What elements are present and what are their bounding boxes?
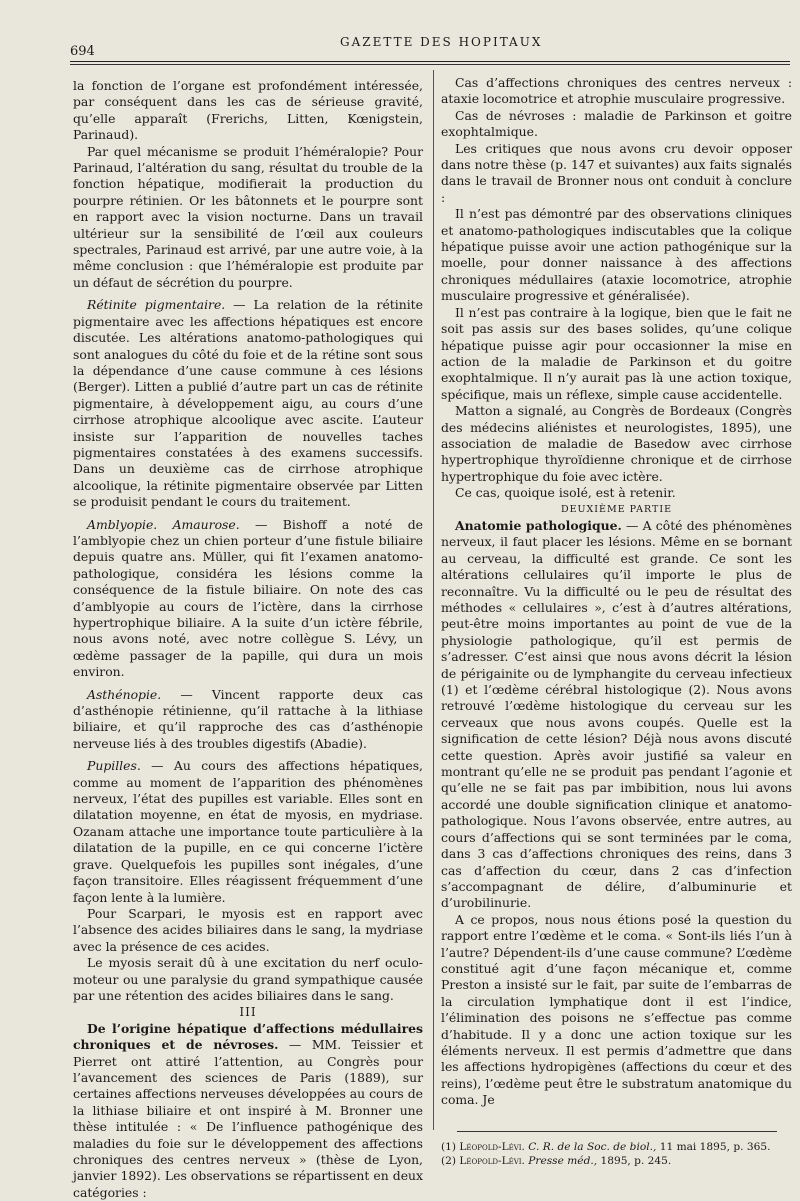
paragraph [73, 517, 423, 681]
right-column [441, 75, 792, 1168]
header-rule [70, 61, 790, 62]
left-column [73, 78, 423, 1201]
paragraph [73, 758, 423, 906]
paragraph-heading: Amblyopie. Amaurose. [87, 516, 240, 532]
section-number: III [239, 1005, 257, 1020]
paragraph: Ce cas, quoique isolé, est à retenir. [455, 485, 676, 501]
paragraph-text: — Bishoff a noté de l’amblyopie chez un chien porteur d’une fistule biliaire depuis quatre ans. Müller, qui fit l’examen anatomo-pathologique, considéra les lésions comme la conséquence de la fistule biliaire. On note des cas d’amblyopie au cours de l’ictère, dans la cirrhose hypertrophique biliaire. A la suite d’un ictère fébrile, nous avons noté, avec notre collègue S. Lévy, un œdème passager de la papille, qui dura un mois environ. [73, 516, 423, 680]
paragraph: la fonction de l’organe est profondément intéressée, par conséquent dans les cas de sérieuse gravité, qu’elle apparaît (Frerichs, Litten, Kœnigstein, Parinaud). [73, 78, 423, 143]
footnote [441, 1154, 792, 1168]
footnote-detail: 1895, p. 245. [600, 1154, 672, 1167]
paragraph: Matton a signalé, au Congrès de Bordeaux (Congrès des médecins aliénistes et neurologistes, 1895), une association de maladie de Basedow avec cirrhose hypertrophique thyroïdienne chronique et de cirrhose hypertrophique du foie avec ictère. [441, 403, 792, 484]
paragraph [73, 297, 423, 510]
footnote-detail: 11 mai 1895, p. 365. [659, 1140, 771, 1153]
paragraph-text: — MM. Teissier et Pierret ont attiré l’attention, au Congrès pour l’avancement des sciences de Paris (1889), sur certaines affections nerveuses développées au cours de la lithiase biliaire et ont inspiré à M. Bronner une thèse intitulée : « De l’influence pathogénique des maladies du foie sur le développement des affections chroniques des centres nerveux » (thèse de Lyon, janvier 1892). Les observations se répartissent en deux catégories : [73, 1037, 423, 1200]
paragraph: Cas de névroses : maladie de Parkinson et goitre exophtalmique. [441, 107, 792, 140]
paragraph-heading: Asthénopie. [87, 686, 162, 702]
paragraph [73, 1021, 423, 1201]
paragraph: Par quel mécanisme se produit l’héméralopie? Pour Parinaud, l’altération du sang, résultat du trouble de la fonction hépatique, modifierait la production du pourpre rétinien. Or les bâtonnets et le pourpre sont en rapport avec la vision nocturne. Dans un travail ultérieur sur la sensibilité de l’œil aux couleurs spectrales, Parinaud est arrivé, par une autre voie, à la même conclusion : que l’héméralopie est produite par un défaut de sécrétion du pourpre. [73, 143, 423, 290]
paragraph: Cas d’affections chroniques des centres nerveux : ataxie locomotrice et atrophie musculaire progressive. [441, 75, 792, 107]
journal-title: GAZETTE DES HOPITAUX [340, 35, 543, 49]
footnote-number: (1) [441, 1140, 457, 1153]
paragraph-text: — Au cours des affections hépatiques, comme au moment de l’apparition des phénomènes nerveux, l’état des pupilles est variable. Elles sont en dilatation moyenne, en état de myosis, en mydriase. Ozanam attache une importance toute particulière à la dilatation de la pupille, en ce qui concerne l’ictère grave. Quelquefois les pupilles sont inégales, d’une façon transitoire. Elles réagissent fréquemment d’une façon lente à la lumière. [73, 758, 423, 905]
paragraph: Le myosis serait dû à une excitation du nerf oculo-moteur ou une paralysie du grand sympathique causée par une rétention des acides biliaires dans le sang. [73, 955, 423, 1003]
paragraph: A ce propos, nous nous étions posé la question du rapport entre l’œdème et le coma. « Sont-ils liés l’un à l’autre? Dépendent-ils d’une cause commune? L’œdème constitué agit d’une façon mécanique et, comme Preston a insisté sur le fait, par suite de l’embarras de la circulation lymphatique dont il est l’indice, l’élimination des poisons ne s’effectue pas comme d’habitude. Il y a donc une action toxique sur les éléments nerveux. Il est permis d’admettre que dans les affections hydropigènes (affections du cœur et des reins), l’œdème peut être le substratum anatomique du coma. Je [441, 911, 792, 1108]
paragraph: Il n’est pas contraire à la logique, bien que le fait ne soit pas assis sur des bases solides, qu’une colique hépatique puisse agir pour occasionner la mise en action de la maladie de Parkinson et du goitre exophtalmique. Il n’y aurait pas là une action toxique, spécifique, mais un réflexe, simple cause accidentelle. [441, 304, 792, 402]
page-number: 694 [70, 44, 95, 59]
part-heading: DEUXIÈME PARTIE [560, 503, 673, 515]
paragraph-heading: Rétinite pigmentaire. [87, 297, 226, 313]
header-rule-double [70, 64, 790, 65]
paragraph: Les critiques que nous avons cru devoir opposer dans notre thèse (p. 147 et suivantes) aux faits signalés dans le travail de Bronner nous ont conduit à conclure : [441, 140, 792, 205]
paragraph [73, 687, 423, 753]
footnote-rule [457, 1131, 777, 1132]
section-heading: Anatomie pathologique. [455, 517, 622, 533]
paragraph-heading: Pupilles. [87, 758, 141, 774]
paragraph-text: — Vincent rapporte deux cas d’asthénopie rétinienne, qu’il rattache à la lithiase biliaire, et qu’il rapproche des cas d’asthénopie nerveuse liés à des troubles digestifs (Abadie). [73, 686, 423, 751]
footnote-author: Léopold-Lévi. [459, 1140, 525, 1153]
paragraph: Pour Scarpari, le myosis est en rapport avec l’absence des acides biliaires dans le sang, la mydriase avec la présence de ces acides. [73, 905, 423, 954]
footnote-source: Presse méd., [528, 1154, 598, 1167]
footnote [441, 1140, 792, 1154]
column-divider [433, 70, 434, 1130]
paragraph [441, 518, 792, 912]
footnote-author: Léopold-Lévi. [459, 1154, 525, 1167]
paragraph-text: — A côté des phénomènes nerveux, il faut placer les lésions. Même en se bornant au cerveau, la difficulté est grande. Ce sont les altérations cellulaires qu’il importe le plus de reconnaître. Vu la difficulté ou le peu de résultat des méthodes « cellulaires », c’est à d’autres altérations, peut-être moins importantes au point de vue de la physiologie pathologique, qu’il est permis de s’adresser. C’est ainsi que nous avons décrit la lésion de périgainite ou de lymphangite du cerveau infectieux (1) et l’œdème cérébral histologique (2). Nous avons retrouvé l’œdème histologique du cerveau sur les cerveaux que nous avons coupés. Quelle est la signification de cette lésion? Déjà nous avons discuté cette question. Après avoir justifié sa valeur en montrant qu’elle ne se produit pas pendant l’agonie et qu’elle ne se fait pas par imbibition, nous lui avons accordé une double signification clinique et anatomo-pathologique. Nous l’avons observée, entre autres, au cours d’affections qui se sont terminées par le coma, dans 3 cas d’affections chroniques des reins, dans 3 cas d’affection du cœur, dans 2 cas d’infection s’accompagnant de délire, d’albuminurie et d’urobilinurie. [441, 517, 792, 911]
paragraph: Il n’est pas démontré par des observations cliniques et anatomo-pathologiques indiscutables que la colique hépatique puisse avoir une action pathogénique sur la moelle, pour donner naissance à des affections chroniques médullaires (ataxie locomotrice, atrophie musculaire progressive et généralisée). [441, 206, 792, 304]
section-heading: De l’origine hépatique d’affections médullaires chroniques et de névroses. [73, 1020, 423, 1053]
paragraph-text: — La relation de la rétinite pigmentaire avec les affections hépatiques est encore discutée. Les altérations anatomo-pathologiques qui sont analogues du côté du foie et de la rétine sont sous la dépendance d’une cause commune à ces lésions (Berger). Litten a publié d’autre part un cas de rétinite pigmentaire, à développement aigu, au cours d’une cirrhose atrophique alcoolique avec ascite. L’auteur insiste sur l’apparition de nouvelles taches pigmentaires constatées à des examens successifs. Dans un deuxième cas de cirrhose atrophique alcoolique, la rétinite pigmentaire observée par Litten se produisit pendant le cours du traitement. [73, 297, 423, 510]
footnote-source: C. R. de la Soc. de biol., [528, 1140, 657, 1153]
footnote-number: (2) [441, 1154, 457, 1167]
